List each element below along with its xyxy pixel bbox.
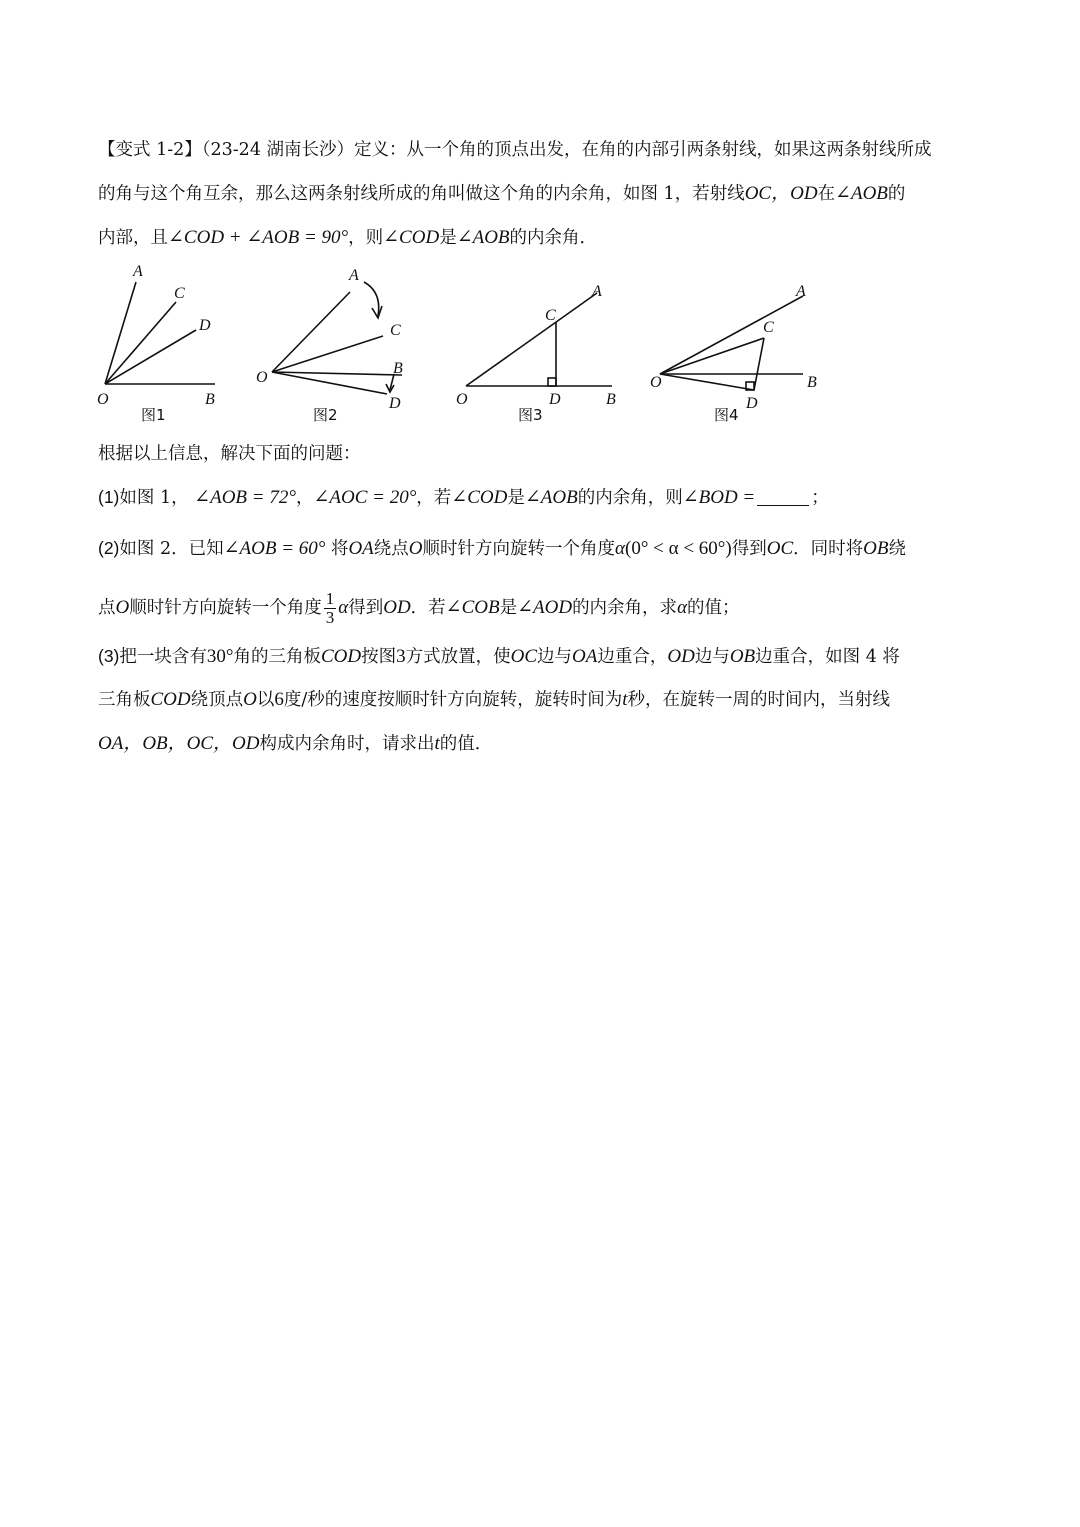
math-expr: OA [348, 538, 374, 559]
math-expr: ∠AOC = 20° [313, 487, 417, 508]
fig4-side-oc [660, 338, 764, 374]
intro-text: 的角与这个角互余，那么这两条射线所成的角叫做这个角的内余角，如图 1，若射线 [98, 184, 745, 204]
fig3-label-d: D [549, 391, 561, 408]
fig4-label-a: A [796, 283, 806, 300]
math-expr: OC [766, 538, 794, 559]
math-expr: ∠COD + ∠AOB = 90° [168, 227, 349, 248]
question-2-line-1 [98, 536, 998, 561]
q-text: ．若 [410, 598, 446, 618]
q-text: 方式放置，使 [405, 647, 511, 667]
q-text: 如图 2．已知 [119, 539, 224, 559]
math-expr: OC [510, 646, 538, 667]
fig4-ray-oa [660, 296, 803, 374]
question-3-line-2 [98, 688, 998, 712]
intro-text: 内部，且 [98, 228, 168, 248]
problem-tag: 【变式 1-2】 [98, 140, 202, 160]
intro-text: 在 [817, 184, 836, 204]
question-number: (3) [98, 646, 120, 666]
math-expr: OD [383, 597, 411, 618]
fig2-caption: 图2 [313, 406, 338, 424]
q-text: 得到 [731, 539, 767, 559]
math-expr: ∠COD [451, 487, 508, 508]
q-text: 秒，在旋转一周的时间内，当射线 [627, 690, 891, 710]
intro-text: 定义：从一个角的顶点出发，在角的内部引两条射线，如果这两条射线所成 [354, 140, 932, 160]
fig2-label-a: A [349, 267, 359, 284]
math-expr: (0° < α < 60°) [625, 538, 732, 559]
q-text: 按图 [361, 647, 397, 667]
math-expr: ∠AOB = 72° [194, 487, 296, 508]
q-text: 的值． [439, 734, 493, 754]
fig3-ray-oa [466, 293, 597, 386]
math-expr: α [338, 597, 349, 618]
fig4-caption: 图4 [714, 406, 739, 424]
question-3-line-3 [98, 732, 998, 756]
fig3-caption: 图3 [518, 406, 543, 424]
q-text: 三角板 [98, 690, 151, 710]
fig4-label-d: D [746, 395, 758, 412]
fig3-label-c: C [545, 307, 556, 324]
math-expr: ∠COD [383, 227, 440, 248]
math-expr: ∠AOB [835, 183, 888, 204]
q-text: 角的三角板 [233, 647, 321, 667]
math-expr: ∠AOB [456, 227, 510, 248]
intro-text: 的内余角． [509, 228, 598, 248]
q-text: 边重合， [597, 647, 668, 667]
question-3-line-1 [98, 644, 998, 669]
q-text: 是 [507, 488, 525, 508]
q-text: ； [811, 488, 829, 508]
math-expr: COD [321, 646, 362, 667]
math-expr: O [115, 597, 130, 618]
fig2-rotation-arrow-a [364, 282, 379, 316]
math-expr: ∠COB [445, 597, 500, 618]
math-expr: COD [150, 689, 191, 710]
fig1-caption: 图1 [141, 406, 166, 424]
math-expr: 6 [274, 689, 284, 710]
figures-row [0, 258, 1080, 428]
math-expr: ∠BOD = [682, 487, 756, 508]
math-expr: 30° [206, 646, 234, 667]
math-expr: O [243, 689, 257, 710]
q-text: 把一块含有 [119, 647, 207, 667]
q-text: 构成内余角时，请求出 [259, 734, 435, 754]
fig3-right-angle-mark [548, 378, 556, 386]
fig1-label-b: B [205, 391, 215, 408]
fig2-ray-od [272, 372, 387, 394]
fig1-ray-oc [105, 302, 176, 384]
intro-line-3 [98, 226, 998, 250]
fig1-label-d: D [199, 317, 211, 334]
q-text: ，若 [416, 488, 452, 508]
fig1-label-c: C [174, 285, 185, 302]
problem-source: （23-24 湖南长沙） [201, 140, 355, 160]
fig2-label-b: B [393, 360, 403, 377]
math-expr: ∠AOB [524, 487, 578, 508]
fig4-side-cd [754, 338, 764, 390]
fig4-side-od [660, 374, 754, 390]
q-text: 将 [330, 539, 349, 559]
math-expr: 3 [396, 646, 406, 667]
math-expr: α [677, 597, 688, 618]
q-text: 度/秒的速度按顺时针方向旋转，旋转时间为 [283, 690, 623, 710]
q-text: 点 [98, 598, 116, 618]
fig2-label-o: O [256, 369, 268, 386]
fraction-numerator: 1 [325, 589, 335, 608]
q-text: ， [295, 488, 314, 508]
fig4-label-o: O [650, 374, 662, 391]
q-text: 绕点 [373, 539, 409, 559]
intro-line-1 [98, 138, 998, 162]
q-text: 的值； [687, 598, 740, 618]
q-text: 如图 1， [119, 488, 189, 508]
fig4-label-b: B [807, 374, 817, 391]
lead-line: 根据以上信息，解决下面的问题： [98, 444, 361, 464]
math-expr: t [622, 689, 628, 710]
math-expr: O [408, 538, 423, 559]
math-expr: OA [572, 646, 598, 667]
q-text: 以 [256, 690, 275, 710]
q-text: 是 [499, 598, 518, 618]
answer-blank[interactable] [757, 487, 809, 506]
q-text: 顺时针方向旋转一个角度 [129, 598, 322, 618]
q-text: 边与 [694, 647, 730, 667]
fig3-label-b: B [606, 391, 616, 408]
fig3-label-o: O [456, 391, 468, 408]
question-number: (2) [98, 538, 120, 558]
question-1 [98, 485, 998, 510]
math-expr: OB [863, 538, 889, 559]
fraction-denominator: 3 [325, 608, 335, 627]
question-2-line-2 [98, 590, 998, 627]
math-expr: ∠AOD [517, 597, 573, 618]
fig3-label-a: A [592, 283, 602, 300]
question-number: (1) [98, 487, 120, 507]
q-text: ．同时将 [793, 539, 864, 559]
q-text: 的内余角，求 [572, 598, 678, 618]
q-text: 绕顶点 [190, 690, 244, 710]
math-expr: OA，OB，OC，OD [98, 733, 260, 754]
math-expr: α [615, 538, 625, 559]
math-expr: OD [667, 646, 695, 667]
math-expr: OB [729, 646, 756, 667]
fig1-label-o: O [97, 391, 109, 408]
math-expr: t [434, 733, 440, 754]
fig2-ray-ob [272, 372, 402, 375]
fig4-label-c: C [763, 319, 774, 336]
q-text: 的内余角，则 [577, 488, 683, 508]
q-text: 边与 [537, 647, 573, 667]
intro-line-2 [98, 182, 998, 206]
q-text: 得到 [348, 598, 384, 618]
fig2-arrowhead-a [372, 306, 382, 318]
math-expr: ∠AOB = 60° [223, 538, 326, 559]
q-text: 边重合，如图 4 将 [755, 647, 900, 667]
fig1-label-a: A [133, 263, 143, 280]
intro-text: 的 [887, 184, 906, 204]
fraction-one-third [324, 590, 337, 627]
fig2-label-d: D [389, 395, 401, 412]
intro-text: 是 [439, 228, 457, 248]
intro-text: ，则 [348, 228, 384, 248]
fig2-label-c: C [390, 322, 401, 339]
q-text: 顺时针方向旋转一个角度 [422, 539, 616, 559]
q-text: 绕 [888, 539, 906, 559]
math-expr: OC，OD [744, 183, 818, 204]
